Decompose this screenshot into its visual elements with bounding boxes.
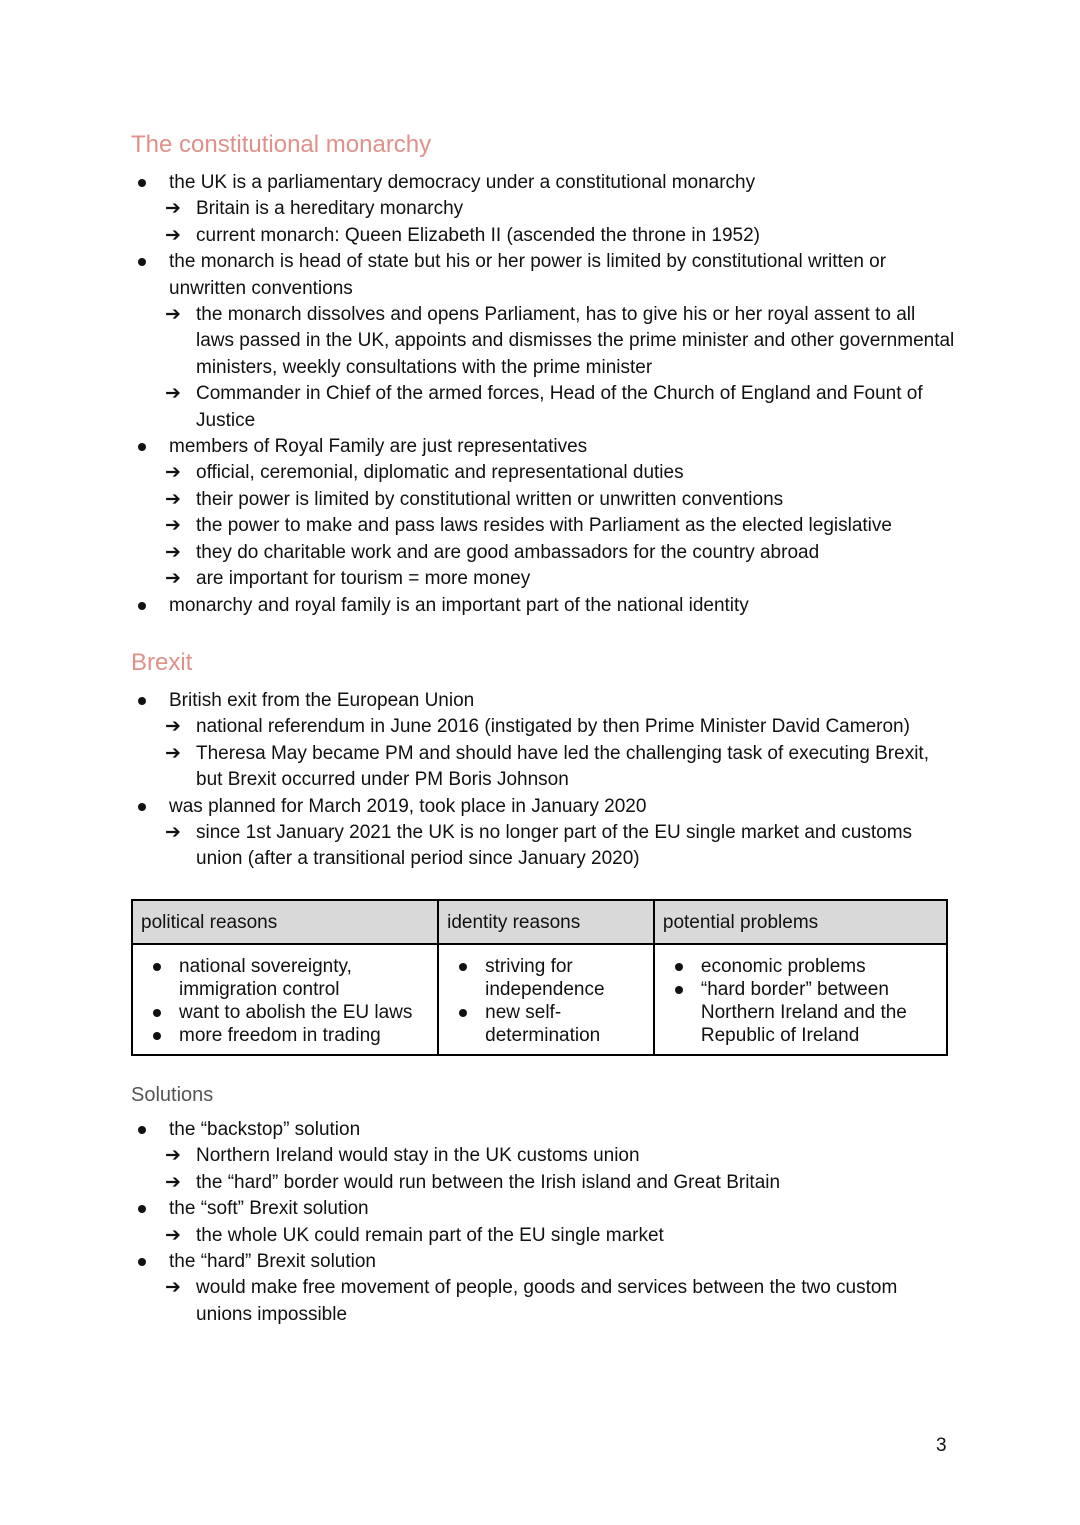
arrow-icon: ➔	[165, 515, 181, 537]
sub-item: ➔ the monarch dissolves and opens Parliament, has to give his or her royal assent to all laws passed in the UK, appoints and dismisses the prime minister and other governmental ministers, weekly consultations with the prime minister	[165, 304, 955, 378]
bullet-icon	[138, 179, 146, 187]
sub-item: ➔ Commander in Chief of the armed forces, Head of the Church of England and Fount of Justice	[165, 383, 923, 431]
sub-item: ➔ Britain is a hereditary monarchy	[169, 196, 956, 222]
sub-item: ➔ Northern Ireland would stay in the UK customs union	[169, 1143, 956, 1169]
arrow-icon: ➔	[165, 1277, 181, 1299]
list-item: the monarch is head of state but his or her power is limited by constitutional written or unwritten conventions ➔ the monarch dissolves and opens Parliament, has to give his or her royal assent to all laws passed in the UK, appoints and dismisses the prime minister and other governmental ministers, weekly consultations with the prime minister ➔ Commander in Chief of the armed forces, Head of the Church of England and Fount of Justice	[0, 249, 959, 434]
sub-item: ➔ they do charitable work and are good ambassadors for the country abroad	[169, 540, 956, 566]
list-item: the “soft” Brexit solution ➔ the whole UK could remain part of the EU single market	[0, 1196, 959, 1249]
bullet-icon	[675, 986, 683, 994]
arrow-icon: ➔	[165, 822, 181, 844]
sub-item: ➔ are important for tourism = more money	[169, 566, 956, 592]
sub-item: ➔ current monarch: Queen Elizabeth II (ascended the throne in 1952)	[169, 223, 956, 249]
arrow-icon: ➔	[165, 742, 181, 764]
solutions-list	[0, 1117, 1080, 1328]
arrow-icon: ➔	[165, 224, 181, 246]
arrow-icon: ➔	[165, 716, 181, 738]
bullet-icon	[153, 963, 161, 971]
bullet-icon	[153, 1032, 161, 1040]
sub-item: ➔ official, ceremonial, diplomatic and representational duties	[169, 460, 956, 486]
list-item: want to abolish the EU laws	[141, 1001, 429, 1024]
sub-item: ➔ the power to make and pass laws resides with Parliament as the elected legislative	[169, 513, 956, 539]
list-item: economic problems	[663, 955, 938, 978]
bullet-icon	[153, 1009, 161, 1017]
sub-item: ➔ Theresa May became PM and should have led the challenging task of executing Brexit, but Brexit occurred under PM Boris Johnson	[165, 742, 929, 791]
monarchy-title: The constitutional monarchy	[131, 131, 432, 158]
list-item: the “hard” Brexit solution ➔ would make free movement of people, goods and services between the two custom unions impossible	[0, 1249, 959, 1328]
arrow-icon: ➔	[165, 1224, 181, 1246]
list-item: British exit from the European Union ➔ national referendum in June 2016 (instigated by then Prime Minister David Cameron) ➔ Theresa May became PM and should have led the challenging task of executing Brexit, but Brexit occurred under PM Boris Johnson	[0, 688, 959, 794]
bullet-icon	[138, 803, 146, 811]
arrow-icon: ➔	[165, 541, 181, 563]
arrow-icon: ➔	[165, 1171, 181, 1193]
header-identity-reasons: identity reasons	[438, 900, 654, 944]
bullet-icon	[138, 1258, 146, 1266]
bullet-icon	[138, 258, 146, 266]
sub-item: ➔ their power is limited by constitutional written or unwritten conventions	[169, 487, 956, 513]
political-reasons-cell	[132, 944, 438, 1055]
arrow-icon: ➔	[165, 304, 181, 326]
monarchy-list	[0, 170, 1080, 619]
bullet-icon	[138, 1205, 146, 1213]
sub-item: ➔ would make free movement of people, goods and services between the two custom unions impossible	[165, 1277, 898, 1325]
bullet-icon	[459, 1009, 467, 1017]
bullet-icon	[138, 602, 146, 610]
sub-item: ➔ national referendum in June 2016 (instigated by then Prime Minister David Cameron)	[169, 714, 956, 740]
brexit-title: Brexit	[131, 649, 193, 676]
sub-item: ➔ the “hard” border would run between the Irish island and Great Britain	[169, 1170, 956, 1196]
list-item: the UK is a parliamentary democracy under a constitutional monarchy ➔ Britain is a hereditary monarchy ➔ current monarch: Queen Elizabeth II (ascended the throne in 1952)	[0, 170, 959, 249]
table-header-row	[132, 900, 947, 944]
identity-reasons-cell	[438, 944, 654, 1055]
brexit-reasons-table	[131, 899, 948, 1056]
header-political-reasons: political reasons	[132, 900, 438, 944]
bullet-icon	[459, 963, 467, 971]
solutions-title: Solutions	[131, 1084, 214, 1106]
arrow-icon: ➔	[165, 1145, 181, 1167]
list-item: “hard border” between Northern Ireland and the Republic of Ireland	[663, 978, 938, 1047]
arrow-icon: ➔	[165, 198, 181, 220]
sub-item: ➔ since 1st January 2021 the UK is no longer part of the EU single market and customs union (after a transitional period since January 2020)	[165, 822, 913, 870]
list-item: the “backstop” solution ➔ Northern Ireland would stay in the UK customs union ➔ the “hard” border would run between the Irish island and Great Britain	[0, 1117, 959, 1196]
arrow-icon: ➔	[165, 383, 181, 405]
list-item: was planned for March 2019, took place in January 2020 ➔ since 1st January 2021 the UK is no longer part of the EU single market and customs union (after a transitional period since January 2020)	[0, 794, 959, 873]
list-item: more freedom in trading	[141, 1024, 429, 1047]
bullet-icon	[675, 963, 683, 971]
bullet-icon	[138, 1126, 146, 1134]
bullet-icon	[138, 697, 146, 705]
header-potential-problems: potential problems	[654, 900, 947, 944]
table-row	[132, 944, 947, 1055]
bullet-icon	[138, 443, 146, 451]
arrow-icon: ➔	[165, 488, 181, 510]
list-item: striving for independence	[447, 955, 645, 1001]
brexit-list	[0, 688, 1080, 873]
arrow-icon: ➔	[165, 462, 181, 484]
list-item: national sovereignty, immigration control	[141, 955, 429, 1001]
list-item: new self-determination	[447, 1001, 645, 1047]
list-item: members of Royal Family are just representatives ➔ official, ceremonial, diplomatic and representational duties ➔ their power is limited by constitutional written or unwritten conventions ➔ the power to make and pass laws resides with Parliament as the elected legislative ➔ they do charitable work and are good ambassadors for the country abroad ➔ are important for tourism = more money	[0, 434, 959, 592]
page-number: 3	[936, 1435, 947, 1456]
arrow-icon: ➔	[165, 568, 181, 590]
list-item: monarchy and royal family is an important part of the national identity	[0, 593, 959, 619]
sub-item: ➔ the whole UK could remain part of the EU single market	[169, 1223, 956, 1249]
potential-problems-cell	[654, 944, 947, 1055]
